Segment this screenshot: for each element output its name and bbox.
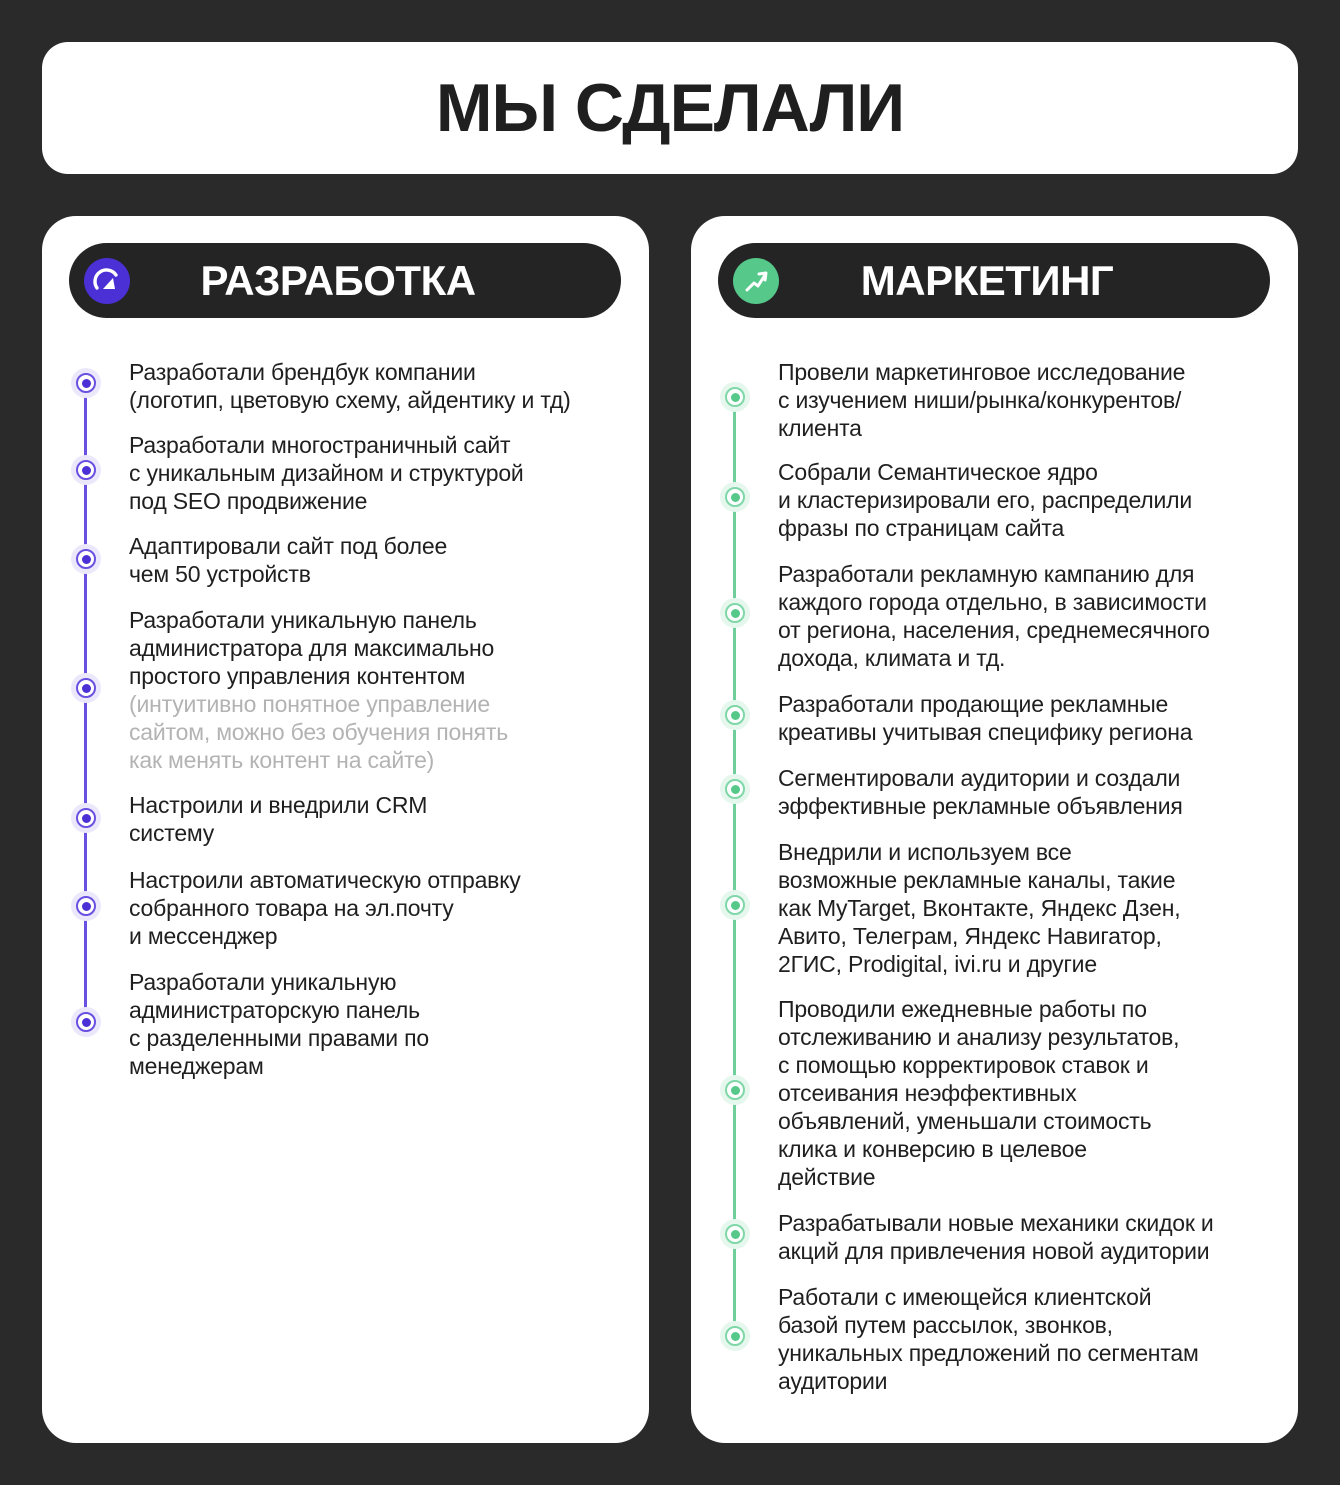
- list-item: [778, 838, 1283, 978]
- timeline-dot: [71, 803, 101, 833]
- marketing-title: МАРКЕТИНГ: [860, 256, 1114, 304]
- timeline-dot: [71, 368, 101, 398]
- development-title: РАЗРАБОТКА: [200, 256, 476, 304]
- item-text: Разработали рекламную кампанию для каждого города отдельно, в зависимости от региона, населения, среднемесячного дохода, климата и тд.: [778, 561, 1210, 671]
- item-text: Проводили ежедневные работы по отслеживанию и анализу результатов, с помощью корректировок ставок и отсеивания неэффективных объявлений, уменьшали стоимость клика и конверсию в целевое действие: [778, 996, 1180, 1190]
- timeline-dot: [720, 598, 750, 628]
- timeline-dot: [720, 1321, 750, 1351]
- item-text: Работали с имеющейся клиентской базой путем рассылок, звонков, уникальных предложений по сегментам аудитории: [778, 1284, 1199, 1394]
- timeline-dot: [71, 455, 101, 485]
- timeline-dot: [720, 382, 750, 412]
- list-item: [778, 358, 1283, 442]
- list-item: [129, 606, 634, 774]
- item-text: Настроили автоматическую отправку собранного товара на эл.почту и мессенджер: [129, 867, 521, 949]
- timeline-dot: [71, 891, 101, 921]
- development-timeline: [42, 216, 649, 1443]
- title-card: [42, 42, 1298, 174]
- item-note: (интуитивно понятное управление сайтом, можно без обучения понять как менять контент на сайте): [129, 691, 508, 773]
- page-title: МЫ СДЕЛАЛИ: [435, 70, 905, 146]
- marketing-card: [691, 216, 1298, 1443]
- timeline-dot: [71, 673, 101, 703]
- item-text: Разработали многостраничный сайт с уникальным дизайном и структурой под SEO продвижение: [129, 432, 524, 514]
- timeline-dot: [71, 1007, 101, 1037]
- item-text: Собрали Семантическое ядро и кластеризировали его, распределили фразы по страницам сайта: [778, 459, 1193, 541]
- item-text: Разработали брендбук компании (логотип, цветовую схему, айдентику и тд): [129, 359, 571, 413]
- timeline-dot: [720, 1075, 750, 1105]
- timeline-dot: [71, 544, 101, 574]
- item-text: Провели маркетинговое исследование с изучением ниши/рынка/конкурентов/ клиента: [778, 359, 1186, 441]
- timeline-dot: [720, 774, 750, 804]
- item-text: Разработали уникальную администраторскую панель с разделенными правами по менеджерам: [129, 969, 429, 1079]
- timeline-dot: [720, 700, 750, 730]
- list-item: [778, 690, 1283, 746]
- list-item: [778, 1283, 1283, 1395]
- development-card: [42, 216, 649, 1443]
- list-item: [129, 866, 634, 950]
- timeline-dot: [720, 890, 750, 920]
- item-text: Сегментировали аудитории и создали эффективные рекламные объявления: [778, 765, 1183, 819]
- list-item: [129, 532, 634, 588]
- list-item: [778, 458, 1283, 542]
- list-item: [129, 358, 634, 414]
- item-text: Разрабатывали новые механики скидок и акций для привлечения новой аудитории: [778, 1210, 1214, 1264]
- list-item: [129, 791, 634, 847]
- item-text: Настроили и внедрили CRM систему: [129, 792, 428, 846]
- list-item: [129, 968, 634, 1080]
- list-item: [778, 1209, 1283, 1265]
- timeline-dot: [720, 1219, 750, 1249]
- item-text: Адаптировали сайт под более чем 50 устройств: [129, 533, 448, 587]
- item-text: Разработали продающие рекламные креативы учитывая специфику региона: [778, 691, 1193, 745]
- list-item: [778, 995, 1283, 1191]
- timeline-line: [733, 396, 736, 1336]
- list-item: [129, 431, 634, 515]
- list-item: [778, 764, 1283, 820]
- timeline-dot: [720, 482, 750, 512]
- item-text: Внедрили и используем все возможные рекламные каналы, такие как MyTarget, Вконтакте, Яндекс Дзен, Авито, Телеграм, Яндекс Навигатор, 2ГИС, Prodigital, ivi.ru и другие: [778, 839, 1181, 977]
- marketing-timeline: [691, 216, 1298, 1443]
- list-item: [778, 560, 1283, 672]
- item-text: Разработали уникальную панель администратора для максимально простого управления контентом: [129, 607, 495, 689]
